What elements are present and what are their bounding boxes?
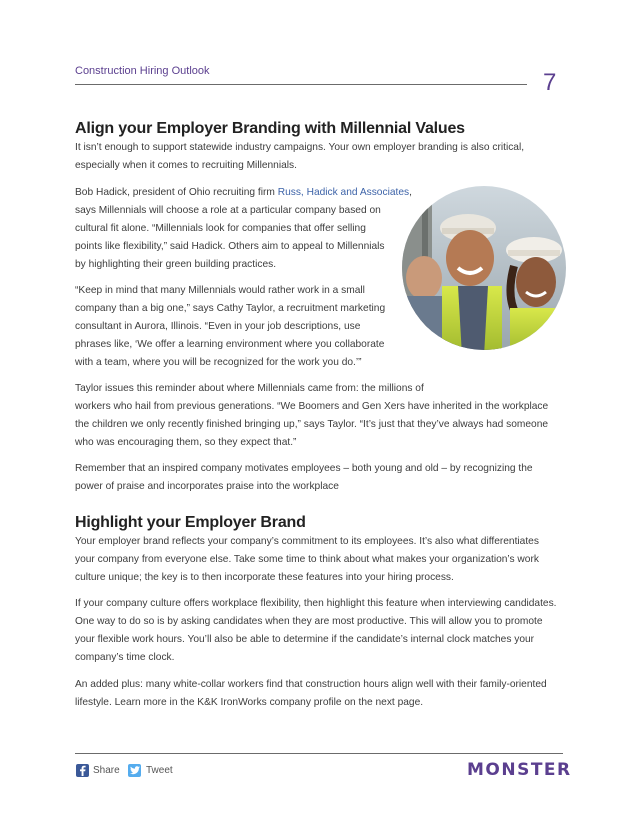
text-line: culture unique; the key is to then incorporate these features into your hiring process.	[75, 572, 454, 583]
text-line: It isn’t enough to support statewide industry campaigns. Your own employer branding is also critical,	[75, 142, 525, 153]
section-heading-employer-brand: Highlight your Employer Brand	[75, 514, 306, 531]
text-line: the children we only recently finished bringing up,” says Taylor. “It’s just that they’ve always had someone	[75, 419, 549, 430]
text-line: your flexible work hours. You’ll also be able to determine if the candidate’s internal clock matches your	[75, 634, 535, 645]
construction-workers-photo	[402, 186, 566, 350]
text-segment: Bob Hadick, president of Ohio recruiting firm	[75, 187, 278, 198]
header-title: Construction Hiring Outlook	[75, 65, 210, 77]
paragraph	[75, 676, 547, 712]
text-line: An added plus: many white-collar workers find that construction hours align well with their family-oriented	[75, 679, 547, 690]
text-line: especially when it comes to recruiting Millennials.	[75, 160, 297, 171]
text-line: Remember that an inspired company motivates employees – both young and old – by recognizing the	[75, 463, 533, 474]
header-divider	[75, 84, 527, 85]
text-line: by highlighting their green building practices.	[75, 259, 277, 270]
text-line: with a team, where you will be recognized for the work you do.’”	[75, 357, 362, 368]
text-line: One way to do so is by asking candidates when they are most productive. This will allow you to promote	[75, 616, 543, 627]
paragraph	[75, 184, 412, 274]
footer-divider	[75, 753, 563, 754]
text-line: company than a big one,” says Cathy Taylor, a recruitment marketing	[75, 303, 386, 314]
text-line: Taylor issues this reminder about where Millennials came from: the millions of	[75, 383, 424, 394]
twitter-icon	[128, 764, 141, 777]
text-line: cultural fit alone. “Millennials look for companies that offer selling	[75, 223, 366, 234]
text-line: says Millennials will choose a role at a particular company based on	[75, 205, 381, 216]
text-line: lifestyle. Learn more in the K&K IronWorks company profile on the next page.	[75, 697, 424, 708]
section-heading-branding: Align your Employer Branding with Millennial Values	[75, 120, 465, 137]
text-line: consultant in Aurora, Illinois. “Even in your job descriptions, use	[75, 321, 361, 332]
paragraph	[75, 380, 548, 452]
page-number: 7	[543, 69, 557, 96]
text-segment: ,	[409, 187, 412, 198]
paragraph	[75, 282, 385, 372]
paragraph	[75, 460, 533, 496]
text-line: “Keep in mind that many Millennials would rather work in a small	[75, 285, 365, 296]
text-line: points like flexibility,” said Hadick. Others aim to appeal to Millennials	[75, 241, 385, 252]
paragraph	[75, 533, 539, 587]
paragraph	[75, 595, 557, 667]
text-line: phrases like, ‘We offer a learning environment where you collaborate	[75, 339, 385, 350]
text-line: power of praise and incorporates praise into the workplace	[75, 481, 339, 492]
share-label: Share	[93, 765, 120, 776]
text-line: who was encouraging them, so they expect that.”	[75, 437, 297, 448]
russ-hadick-link[interactable]: Russ, Hadick and Associates	[277, 187, 410, 198]
paragraph	[75, 139, 524, 175]
tweet-label: Tweet	[146, 765, 173, 776]
tweet-button[interactable]	[128, 764, 173, 777]
text-line: If your company culture offers workplace flexibility, then highlight this feature when interviewing candidates.	[75, 598, 557, 609]
text-line: workers who hail from previous generations. “We Boomers and Gen Xers have inherited in the workplace	[75, 401, 549, 412]
text-line: company’s time clock.	[75, 652, 175, 663]
text-line	[75, 184, 412, 202]
text-line: Your employer brand reflects your company’s commitment to its employees. It’s also what differentiates	[75, 536, 539, 547]
facebook-icon	[76, 764, 89, 777]
text-line: your company from everyone else. Take some time to think about what makes your organization’s work	[75, 554, 539, 565]
monster-logo: MONSTER	[467, 760, 572, 780]
share-button[interactable]	[76, 764, 120, 777]
